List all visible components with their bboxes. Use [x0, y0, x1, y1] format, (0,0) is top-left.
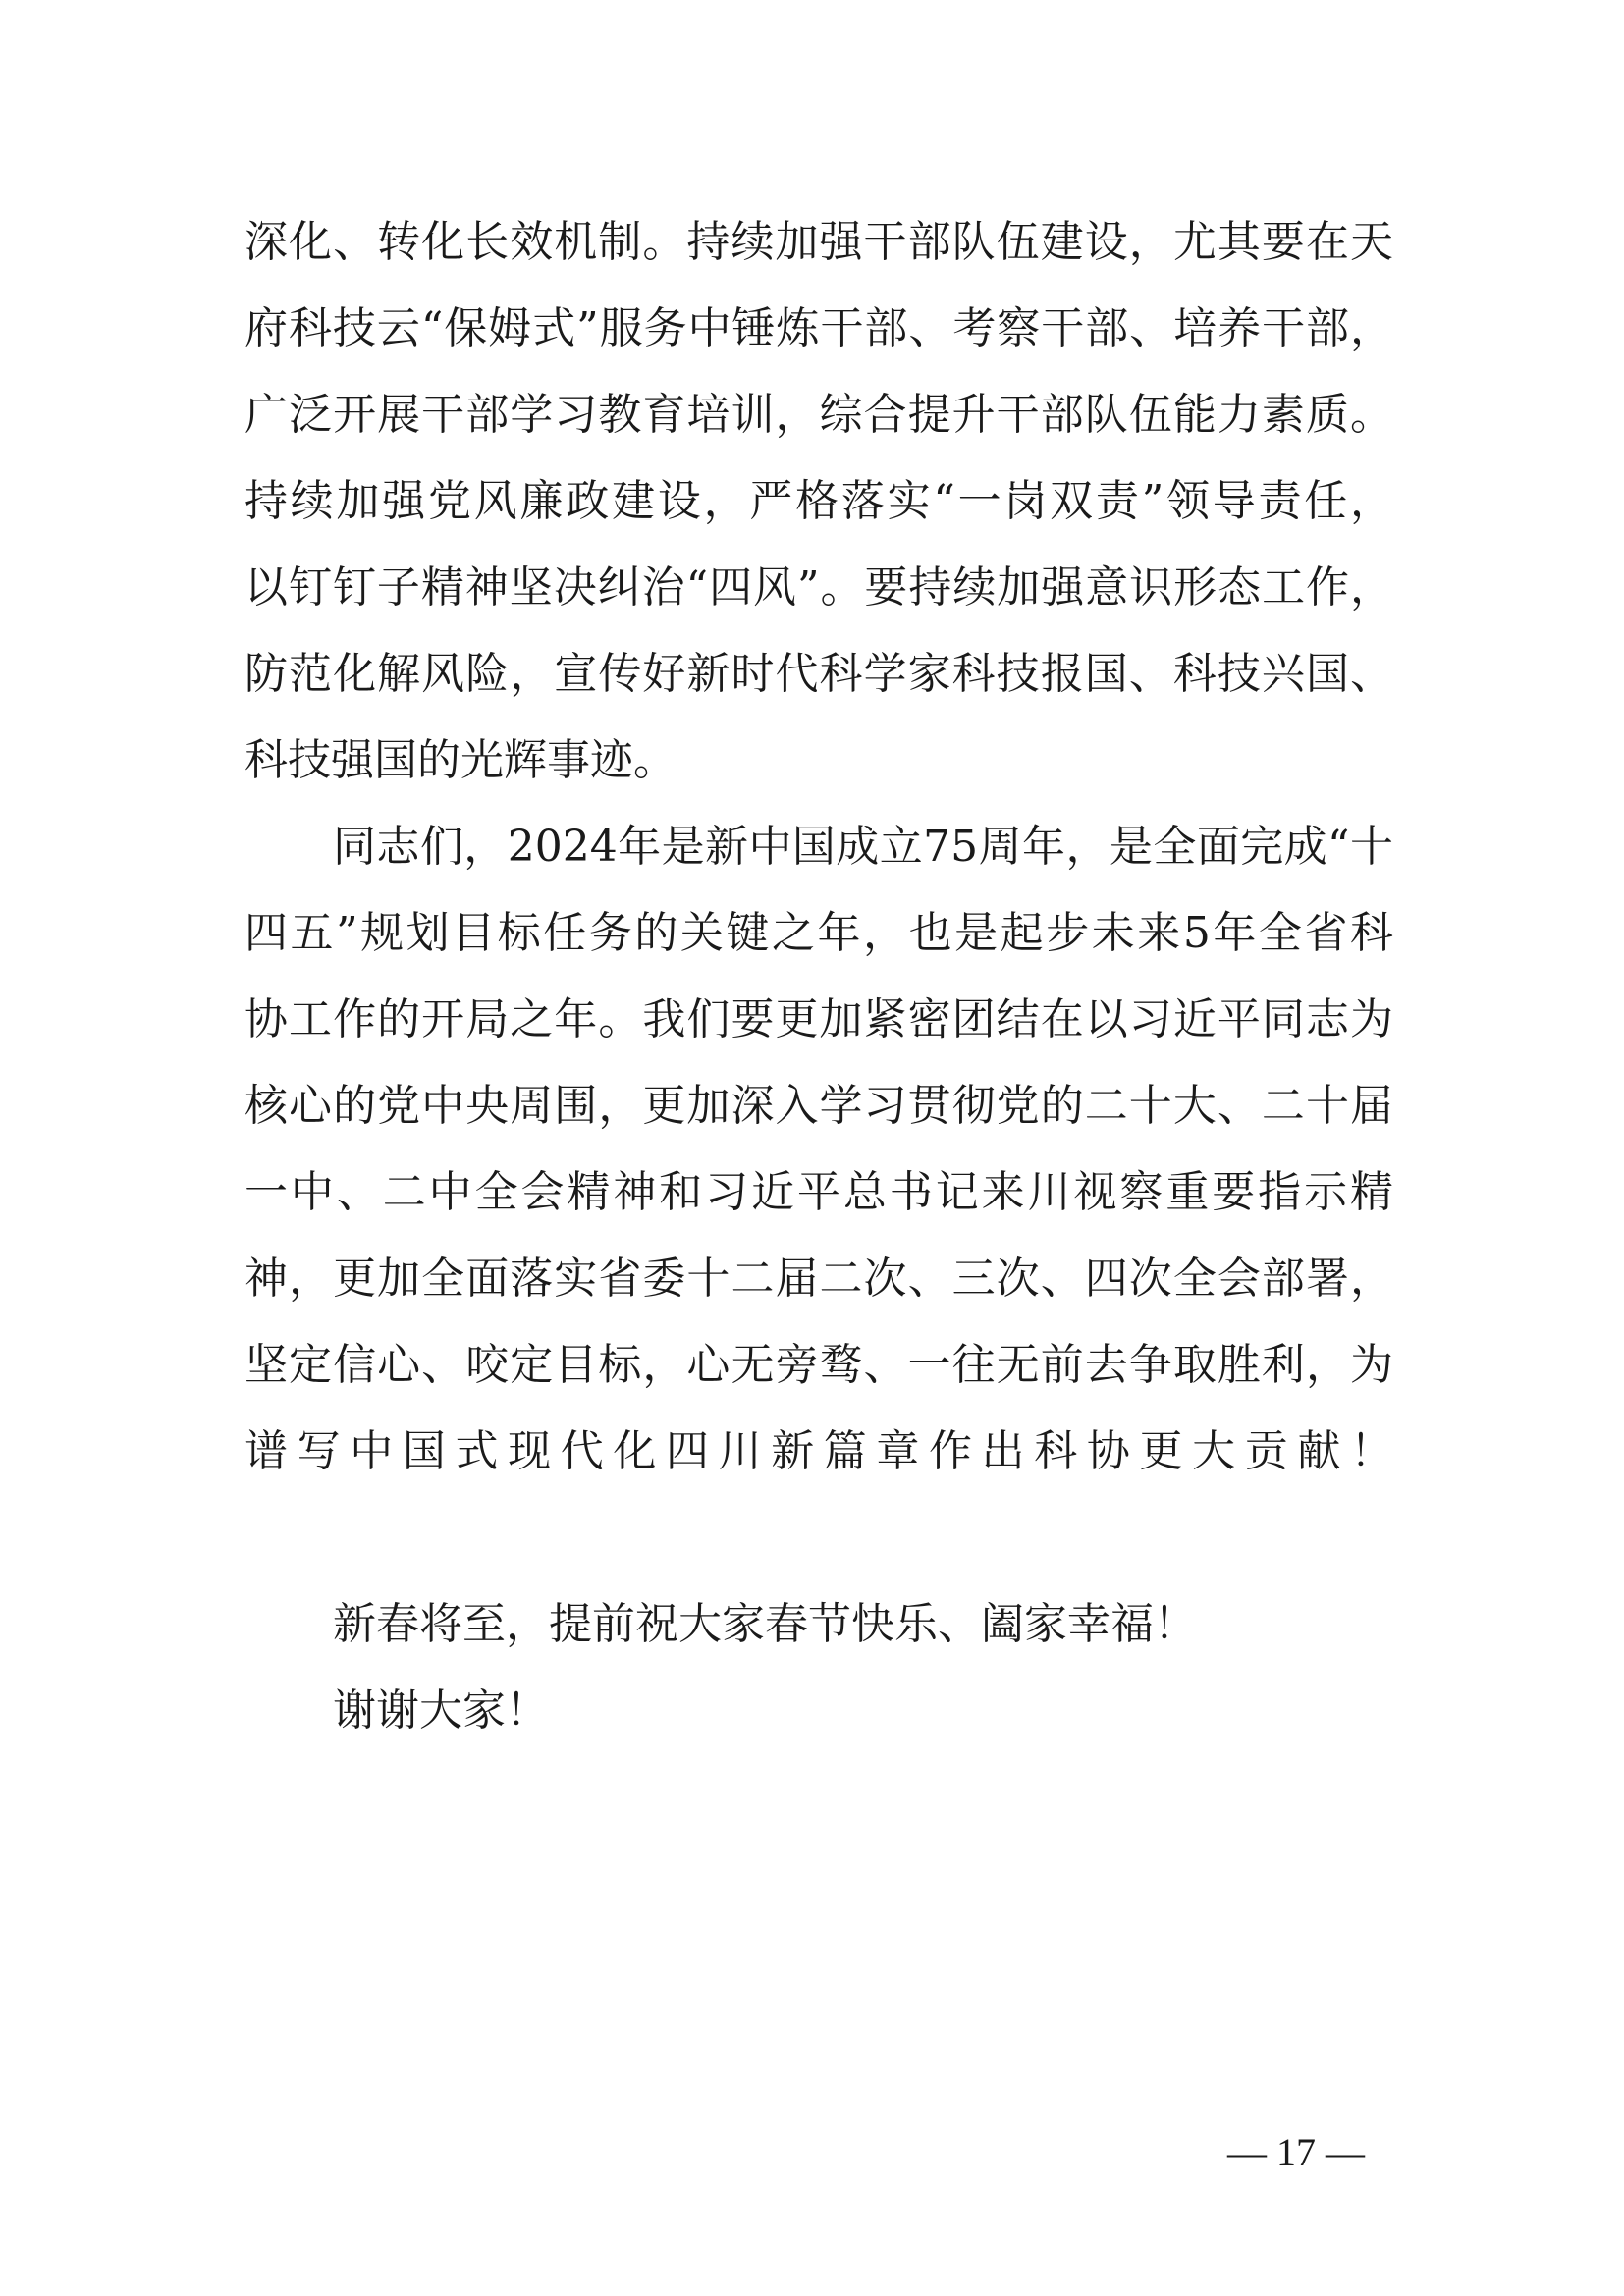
text-line: 防范化解风险，宣传好新时代科学家科技报国、科技兴国、 [244, 649, 1393, 699]
page-number: — 17 — [1227, 2130, 1365, 2174]
text-line: 谱写中国式现代化四川新篇章作出科协更大贡献！ [244, 1426, 1393, 1476]
text-line [244, 1495, 1393, 1581]
text-line: 以钉钉子精神坚决纠治“四风”。要持续加强意识形态工作， [244, 562, 1393, 613]
paragraph-discipline [244, 199, 1393, 804]
text-line: 神，更加全面落实省委十二届二次、三次、四次全会部署， [244, 1254, 1393, 1304]
text-line: 坚定信心、咬定目标，心无旁骛、一往无前去争取胜利，为 [244, 1340, 1393, 1390]
text-line: 府科技云“保姆式”服务中锤炼干部、考察干部、培养干部， [244, 303, 1393, 353]
paragraph-comrades [244, 804, 1393, 1581]
paragraph-thanks [244, 1668, 1393, 1754]
text-line: 协工作的开局之年。我们要更加紧密团结在以习近平同志为 [244, 994, 1393, 1044]
paragraph-greeting [244, 1581, 1393, 1668]
text-line: 四五”规划目标任务的关键之年，也是起步未来5年全省科 [244, 908, 1393, 958]
text-line: 一中、二中全会精神和习近平总书记来川视察重要指示精 [244, 1167, 1393, 1217]
text-line: 深化、转化长效机制。持续加强干部队伍建设，尤其要在天 [244, 217, 1393, 267]
text-line: 持续加强党风廉政建设，严格落实“一岗双责”领导责任， [244, 476, 1393, 526]
body-text [244, 199, 1393, 1754]
text-line: 新春将至，提前祝大家春节快乐、阖家幸福！ [333, 1599, 1197, 1649]
text-line: 谢谢大家！ [333, 1685, 549, 1735]
text-line: 核心的党中央周围，更加深入学习贯彻党的二十大、二十届 [244, 1081, 1393, 1131]
text-line: 同志们，2024年是新中国成立75周年，是全面完成“十 [333, 822, 1393, 872]
text-line: 广泛开展干部学习教育培训，综合提升干部队伍能力素质。 [244, 390, 1393, 440]
text-line: 科技强国的光辉事迹。 [244, 735, 677, 785]
